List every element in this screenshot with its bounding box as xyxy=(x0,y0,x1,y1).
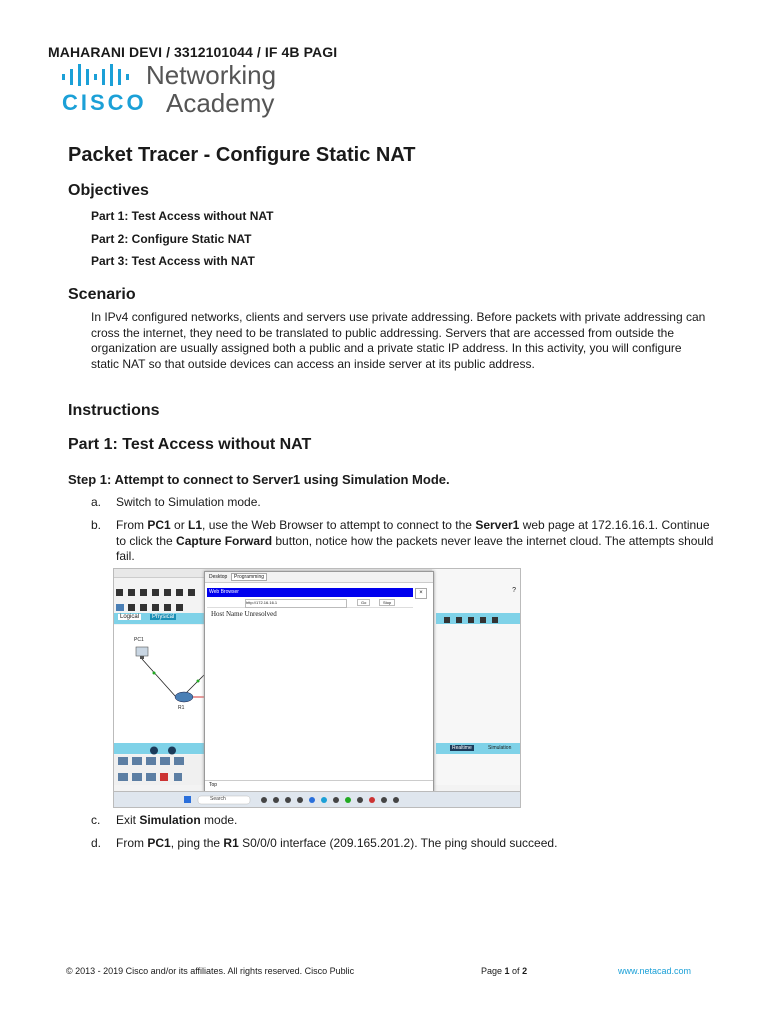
tab-desktop[interactable]: Desktop xyxy=(209,574,228,580)
objective-item: Part 1: Test Access without NAT xyxy=(91,209,274,223)
step1-heading: Step 1: Attempt to connect to Server1 using Simulation Mode. xyxy=(68,472,450,487)
right-tab-bar xyxy=(436,613,520,624)
text-run: From xyxy=(116,518,148,532)
document-title: Packet Tracer - Configure Static NAT xyxy=(68,144,416,166)
help-icon[interactable]: ? xyxy=(512,587,516,594)
list-letter: b. xyxy=(91,518,102,532)
list-item-d xyxy=(116,836,716,852)
pc-label: PC1 xyxy=(134,637,144,643)
footer-copyright: © 2013 - 2019 Cisco and/or its affiliates. All rights reserved. Cisco Public xyxy=(66,966,355,976)
scenario-text: In IPv4 configured networks, clients and servers use private addressing. Before packets with private addressing can cross the internet, they need to be translated to public addressing. Servers that are accessed from outside the organization are usually assigned both a public and a private static IP address. In this activity, you will configure static NAT so that outside devices can access an inside server at its public address. xyxy=(91,310,706,371)
footer-page-number xyxy=(481,966,527,976)
text-run: or xyxy=(170,518,189,532)
url-input[interactable]: http://172.16.16.1 xyxy=(245,599,347,608)
part1-heading: Part 1: Test Access without NAT xyxy=(68,436,312,453)
objectives-heading: Objectives xyxy=(68,182,149,199)
right-toolbar-icons xyxy=(436,615,520,626)
device-icons xyxy=(114,755,204,785)
cisco-networking-academy-logo xyxy=(62,60,362,122)
toolbar-icons xyxy=(116,603,200,613)
view-tab-bar xyxy=(114,613,204,624)
list-letter: d. xyxy=(91,836,102,850)
bold-run: 1 xyxy=(504,966,510,976)
physical-tab[interactable]: Physical xyxy=(152,614,175,620)
address-bar xyxy=(207,599,413,608)
instructions-heading: Instructions xyxy=(68,402,160,419)
toolbar-icons xyxy=(116,588,200,598)
workspace xyxy=(114,625,204,743)
browser-title: Web Browser xyxy=(209,589,239,595)
text-run: mode. xyxy=(200,813,238,827)
text-run: , ping the xyxy=(170,836,224,850)
text-run: web page at 172.16.16.1. Continue to click the xyxy=(116,518,710,548)
text-run: S0/0/0 interface (209.165.201.2). The ping should succeed. xyxy=(238,836,558,850)
taskbar-icons xyxy=(114,792,520,808)
pt-toolbar xyxy=(116,585,200,595)
bold-run: Server1 xyxy=(475,518,520,532)
bold-run: Capture Forward xyxy=(176,533,273,548)
logical-tab[interactable]: Logical xyxy=(120,614,140,620)
simulation-button[interactable]: Simulation xyxy=(488,745,512,751)
text-run: of xyxy=(509,966,523,976)
realtime-button[interactable]: Realtime xyxy=(452,745,472,751)
text-run: Page xyxy=(481,966,505,976)
list-letter: c. xyxy=(91,813,101,827)
bold-run: Simulation xyxy=(139,813,201,827)
objective-item: Part 2: Configure Static NAT xyxy=(91,232,252,246)
logo-academy-text: Academy xyxy=(166,88,275,118)
dialog-tabs xyxy=(205,572,433,583)
dialog-footer xyxy=(205,780,433,791)
bold-run: L1 xyxy=(188,518,203,532)
pc-dialog xyxy=(204,571,434,793)
pt-toolbar-2 xyxy=(116,600,200,610)
bold-run: PC1 xyxy=(147,836,171,850)
scenario-heading: Scenario xyxy=(68,286,136,303)
close-icon[interactable]: × xyxy=(415,588,427,599)
text-run: , use the Web Browser to attempt to connect to the xyxy=(202,518,476,532)
cisco-wordmark: CISCO xyxy=(62,90,147,115)
list-letter: a. xyxy=(91,495,102,509)
objective-item: Part 3: Test Access with NAT xyxy=(91,254,255,268)
stop-button[interactable]: Stop xyxy=(379,599,395,606)
footer-link[interactable]: www.netacad.com xyxy=(618,966,692,976)
mode-bar xyxy=(436,743,520,754)
topology-diagram xyxy=(114,625,204,743)
device-palette xyxy=(114,755,204,785)
list-item-c xyxy=(116,813,716,829)
browser-titlebar xyxy=(207,588,413,597)
time-bar xyxy=(114,743,204,754)
text-run: Exit xyxy=(116,813,140,827)
logo-networking-text: Networking xyxy=(146,60,277,90)
taskbar xyxy=(114,791,520,808)
taskbar-search[interactable]: Search xyxy=(210,796,226,802)
bold-run: PC1 xyxy=(147,518,171,532)
bold-run: R1 xyxy=(223,836,239,850)
text-run: button, notice how the packets never leave the internet cloud. The attempts should fail. xyxy=(116,533,714,563)
packet-tracer-screenshot xyxy=(113,568,521,808)
router-label: R1 xyxy=(178,705,185,711)
top-checkbox-label[interactable]: Top xyxy=(209,782,218,788)
student-info: MAHARANI DEVI / 3312101044 / IF 4B PAGI xyxy=(48,44,338,60)
pt-right-pane xyxy=(432,569,520,785)
list-item-a: Switch to Simulation mode. xyxy=(116,495,261,509)
list-item-b xyxy=(116,518,716,565)
browser-message: Host Name Unresolved xyxy=(211,610,277,618)
cisco-bars-icon xyxy=(62,64,142,86)
go-button[interactable]: Go xyxy=(357,599,370,606)
tab-programming[interactable]: Programming xyxy=(231,573,267,581)
bold-run: 2 xyxy=(522,966,528,976)
text-run: From xyxy=(116,836,148,850)
